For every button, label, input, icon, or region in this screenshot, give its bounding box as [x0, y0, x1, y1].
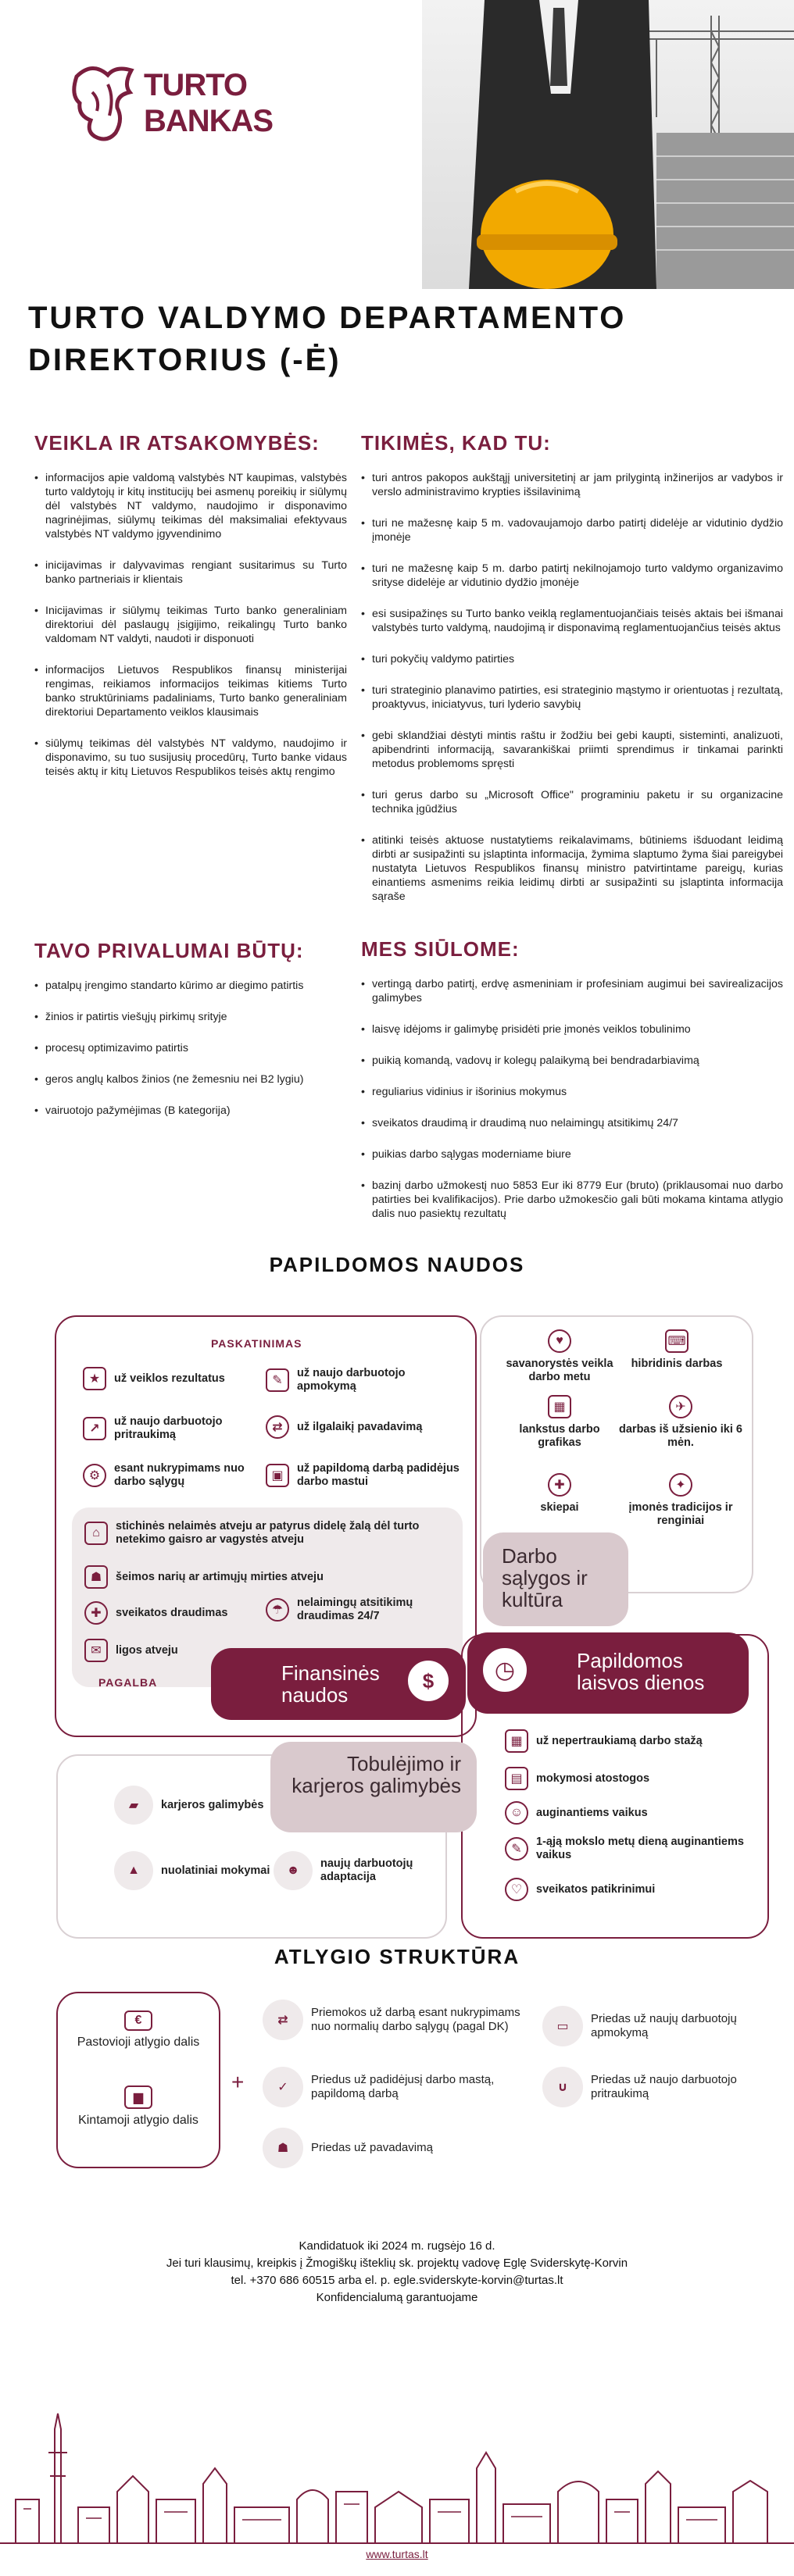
benefits-title: PAPILDOMOS NAUDOS [269, 1253, 525, 1276]
offer-title: MES SIŪLOME: [361, 937, 520, 961]
banknote-icon: € [124, 2010, 152, 2031]
days-off-item: ▤ mokymosi atostogos [505, 1767, 755, 1790]
list-item: • puikias darbo sąlygas moderniame biure [361, 1147, 783, 1161]
support-heading: PAGALBA [98, 1676, 158, 1689]
support-item: ☗ šeimos narių ar artimųjų mirties atveju [84, 1565, 452, 1589]
plus-sign: + [231, 2070, 245, 2094]
sick-leave-icon: ✉ [84, 1639, 108, 1662]
advantages-section [34, 939, 347, 1135]
responsibilities-title: VEIKLA IR ATSAKOMYBĖS: [34, 431, 320, 455]
days-off-item: ▦ už nepertraukiamą darbo stažą [505, 1729, 755, 1753]
salary-item: ∪ Priedas už naujo darbuotojo pritraukimą [542, 2067, 777, 2107]
list-item: • sveikatos draudimą ir draudimą nuo nelaimingų atsitikimų 24/7 [361, 1116, 783, 1130]
logo-line-2: BANKAS [144, 104, 274, 138]
list-item: • žinios ir patirtis viešųjų pirkimų srityje [34, 1010, 347, 1024]
responsibilities-list [34, 471, 347, 779]
expectations-section [361, 431, 783, 921]
calendar-icon: ▦ [505, 1729, 528, 1753]
swap-icon: ⇄ [266, 1415, 289, 1439]
growth-chart-icon: ↗ [83, 1417, 106, 1440]
magnet-icon: ∪ [542, 2067, 583, 2107]
list-item: • siūlymų teikimas dėl valstybės NT valdymo, naudojimo ir disponavimo, su tuo susijusių procedūrų, Turto banke vidaus teisės aktų ir kitų Lietuvos Respublikos teisės aktų rengimo [34, 737, 347, 779]
list-item: • inicijavimas ir dalyvavimas rengiant susitarimus su Turto banko partneriais ir klientais [34, 558, 347, 587]
logo-line-1: TURTO [144, 68, 248, 102]
incentive-item: ▣ už papildomą darbą padidėjus darbo mastui [266, 1462, 461, 1489]
culture-item: ✦ įmonės tradicijos ir renginiai [614, 1473, 747, 1528]
money-hands-icon: $ [406, 1659, 450, 1703]
books-icon: ▤ [505, 1767, 528, 1790]
list-item: • turi gerus darbo su „Microsoft Office" programiniu paketu ir su organizacine technika įgūdžius [361, 788, 783, 816]
culture-item: ⌨ hibridinis darbas [614, 1329, 739, 1371]
umbrella-icon: ☂ [266, 1598, 289, 1622]
laptop-icon: ⌨ [665, 1329, 688, 1353]
team-icon: ☗ [263, 2128, 303, 2168]
responsibilities-section [34, 431, 347, 796]
list-item: • turi ne mažesnę kaip 5 m. vadovaujamojo darbo patirtį didelėje ar vidutinio dydžio įmonėje [361, 516, 783, 544]
job-title: TURTO VALDYMO DEPARTAMENTO DIREKTORIUS (-Ė) [28, 301, 627, 377]
syringe-icon: ✚ [548, 1473, 571, 1497]
teacher-icon: ✎ [266, 1368, 289, 1392]
family-icon: ☗ [84, 1565, 108, 1589]
volunteer-heart-icon: ♥ [548, 1329, 571, 1353]
financial-benefits-tag: Finansinės naudos [211, 1648, 466, 1720]
checklist-icon: ✓ [263, 2067, 303, 2107]
hero-image [422, 0, 794, 289]
career-item: ▲ nuolatiniai mokymai [114, 1851, 270, 1890]
calendar-icon: ▦ [548, 1395, 571, 1418]
incentive-item: ⚙ esant nukrypimams nuo darbo sąlygų [83, 1462, 263, 1489]
culture-item: ▦ lankstus darbo grafikas [497, 1395, 622, 1450]
teacher-board-icon: ▭ [542, 2006, 583, 2046]
briefcase-icon: ▣ [266, 1464, 289, 1487]
list-item: • Inicijavimas ir siūlymų teikimas Turto banko generaliniam direktoriui dėl paslaugų įsigijimo, reikalingų Turto banko valdomam NT valdyti, naudoti ir disponuoti [34, 604, 347, 646]
child-icon: ☺ [505, 1801, 528, 1825]
advantages-list [34, 979, 347, 1118]
incentive-item: ↗ už naujo darbuotojo pritraukimą [83, 1415, 263, 1442]
trophy-icon: ★ [83, 1367, 106, 1390]
expectations-title: TIKIMĖS, KAD TU: [361, 431, 551, 455]
clock-icon: ◷ [481, 1647, 528, 1693]
list-item: • patalpų įrengimo standarto kūrimo ar diegimo patirtis [34, 979, 347, 993]
expectations-list [361, 471, 783, 904]
career-item: ☻ naujų darbuotojų adaptacija [274, 1851, 445, 1890]
days-off-item: ♡ sveikatos patikrinimui [505, 1878, 755, 1901]
support-item: ⌂ stichinės nelaimės atveju ar patyrus didelę žalą dėl turto netekimo gaisro ar vagystės atveju [84, 1520, 452, 1547]
list-item: • geros anglų kalbos žinios (ne žemesniu nei B2 lygiu) [34, 1072, 347, 1086]
house-damage-icon: ⌂ [84, 1522, 108, 1545]
advantages-title: TAVO PRIVALUMAI BŪTŲ: [34, 939, 304, 962]
career-tag: Tobulėjimo ir karjeros galimybės [270, 1742, 477, 1832]
heartbeat-icon: ♡ [505, 1878, 528, 1901]
list-item: • atitinki teisės aktuose nustatytiems reikalavimams, būtiniems išduodant leidimą dirbti ar susipažinti su įslaptinta informacija, žymima slaptumo žyma šiai pareigybei nustatyta Lietuvos Respublikos finansų ministro patvirtintame pareigų, kurias einantiems asmenims reikia leidimų dirbti ar susipažinti su įslaptinta informacija sąraše [361, 833, 783, 904]
culture-item: ✚ skiepai [497, 1473, 622, 1515]
offer-section [361, 937, 783, 1238]
support-item: ✉ ligos atveju [84, 1639, 280, 1662]
list-item: • gebi sklandžiai dėstyti mintis raštu ir žodžiu bei gebi kaupti, sisteminti, analizuoti, apibendrinti informaciją, savarankiškai priimti sprendimus ir tinkamai parinkti metodus problemoms spręsti [361, 729, 783, 771]
salary-item: ⇄ Priemokos už darbą esant nukrypimams nuo normalių darbo sąlygų (pagal DK) [263, 2000, 528, 2040]
list-item: • bazinį darbo užmokestį nuo 5853 Eur iki 8779 Eur (bruto) (priklausomai nuo darbo patirties bei kvalifikacijos). Prie darbo užmokesčio gali būti mokama kintama atlygio dalis nuo pasiektų rezultatų [361, 1179, 783, 1221]
settings-icon: ⚙ [83, 1464, 106, 1487]
incentive-item: ✎ už naujo darbuotojo apmokymą [266, 1367, 445, 1393]
contact-block [0, 2238, 794, 2307]
list-item: • puikią komandą, vadovų ir kolegų palaikymą bei bendradarbiavimą [361, 1054, 783, 1068]
incentive-item: ⇄ už ilgalaikį pavadavimą [266, 1415, 445, 1439]
health-shield-icon: ✚ [84, 1601, 108, 1625]
list-item: • turi ne mažesnę kaip 5 m. darbo patirtį nekilnojamojo turto valdymo organizavimo srityse didelėje ar vidutinio dydžio įmonėje [361, 562, 783, 590]
variable-pay: ▆ Kintamoji atlygio dalis [64, 2085, 213, 2127]
list-item: • laisvę idėjoms ir galimybę prisidėti prie įmonės veiklos tobulinimo [361, 1022, 783, 1036]
culture-item: ♥ savanorystės veikla darbo metu [497, 1329, 622, 1384]
list-item: • turi antros pakopos aukštąjį universitetinį ar jam prilygintą inžinerijos ar vadybos ir verslo administravimo krypties išsilavinimą [361, 471, 783, 499]
list-item: • procesų optimizavimo patirtis [34, 1041, 347, 1055]
airplane-icon: ✈ [669, 1395, 692, 1418]
list-item: • turi pokyčių valdymo patirties [361, 652, 783, 666]
days-off-item: ☺ auginantiems vaikus [505, 1801, 755, 1825]
list-item: • vertingą darbo patirtį, erdvę asmeniniam ir profesiniam augimui bei savirealizacijos galimybes [361, 977, 783, 1005]
list-item: • informacijos apie valdomą valstybės NT kaupimas, valstybės turto valdytojų ir kitų institucijų bei asmenų poreikių ir siūlymų dėl valstybės NT valdymo, naudojimo ir disponavimo nagrinėjimas, siūlymų teikimas dėl maksimaliai efektyvaus valstybės NT valdymo įgyvendinimo [34, 471, 347, 541]
list-item: • esi susipažinęs su Turto banko veiklą reglamentuojančiais teisės aktais bei išmanai valstybės turto valdymą, naudojimą ir disponavimą reglamentuojančius teisės aktus [361, 607, 783, 635]
website-link[interactable]: www.turtas.lt [366, 2548, 428, 2560]
contact-person-text: Jei turi klausimų, kreipkis į Žmogiškų išteklių sk. projektų vadovę Eglę Sviderskytę-Korvin [166, 2257, 628, 2270]
deadline-text: Kandidatuok iki 2024 m. rugsėjo 16 d. [299, 2239, 495, 2253]
support-item: ☂ nelaimingų atsitikimų draudimas 24/7 [266, 1597, 461, 1623]
party-icon: ✦ [669, 1473, 692, 1497]
bar-chart-icon: ▆ [124, 2085, 152, 2109]
career-item: ▰ karjeros galimybės [114, 1786, 270, 1825]
school-icon: ✎ [505, 1837, 528, 1861]
list-item: • reguliarius vidinius ir išorinius mokymus [361, 1085, 783, 1099]
confidentiality-text: Konfidencialumą garantuojame [316, 2291, 478, 2304]
career-ladder-icon: ▰ [114, 1786, 153, 1825]
header [0, 0, 794, 289]
fixed-pay: € Pastovioji atlygio dalis [64, 2010, 213, 2049]
list-item: • informacijos Lietuvos Respublikos finansų ministerijai rengimas, reikiamos informacijos teikimas kitiems Turto banko struktūriniams padaliniams, Turto banko generaliniam direktoriui Departamento veiklos klausimais [34, 663, 347, 719]
salary-title: ATLYGIO STRUKTŪRA [274, 1945, 520, 1968]
city-skyline-illustration [0, 2406, 794, 2546]
culture-tag: Darbo sąlygos ir kultūra [483, 1532, 628, 1626]
money-transfer-icon: ⇄ [263, 2000, 303, 2040]
list-item: • vairuotojo pažymėjimas (B kategorija) [34, 1104, 347, 1118]
logo-text [144, 67, 273, 139]
days-off-item: ✎ 1-ąją mokslo metų dieną auginantiems vaikus [505, 1836, 755, 1862]
incentive-item: ★ už veiklos rezultatus [83, 1367, 263, 1390]
salary-item: ✓ Priedus už padidėjusį darbo mastą, papildomą darbą [263, 2067, 528, 2107]
graduation-cap-icon: ▲ [114, 1851, 153, 1890]
logo[interactable] [69, 61, 274, 155]
contact-details-text[interactable]: tel. +370 686 60515 arba el. p. egle.sviderskyte-korvin@turtas.lt [231, 2274, 563, 2287]
salary-item: ▭ Priedas už naujų darbuotojų apmokymą [542, 2006, 777, 2046]
days-off-tag: Papildomos laisvos dienos [467, 1632, 749, 1714]
salary-item: ☗ Priedas už pavadavimą [263, 2128, 528, 2168]
incentives-heading: PASKATINIMAS [211, 1337, 302, 1350]
onboarding-hands-icon: ☻ [274, 1851, 313, 1890]
support-item: ✚ sveikatos draudimas [84, 1601, 280, 1625]
culture-item: ✈ darbas iš užsienio iki 6 mėn. [614, 1395, 747, 1450]
lion-emblem-icon [69, 61, 139, 147]
offer-list [361, 977, 783, 1221]
list-item: • turi strateginio planavimo patirties, esi strateginio mąstymo ir orientuotas į rezultatą, proaktyvus, iniciatyvus, turi lyderio savybių [361, 683, 783, 712]
